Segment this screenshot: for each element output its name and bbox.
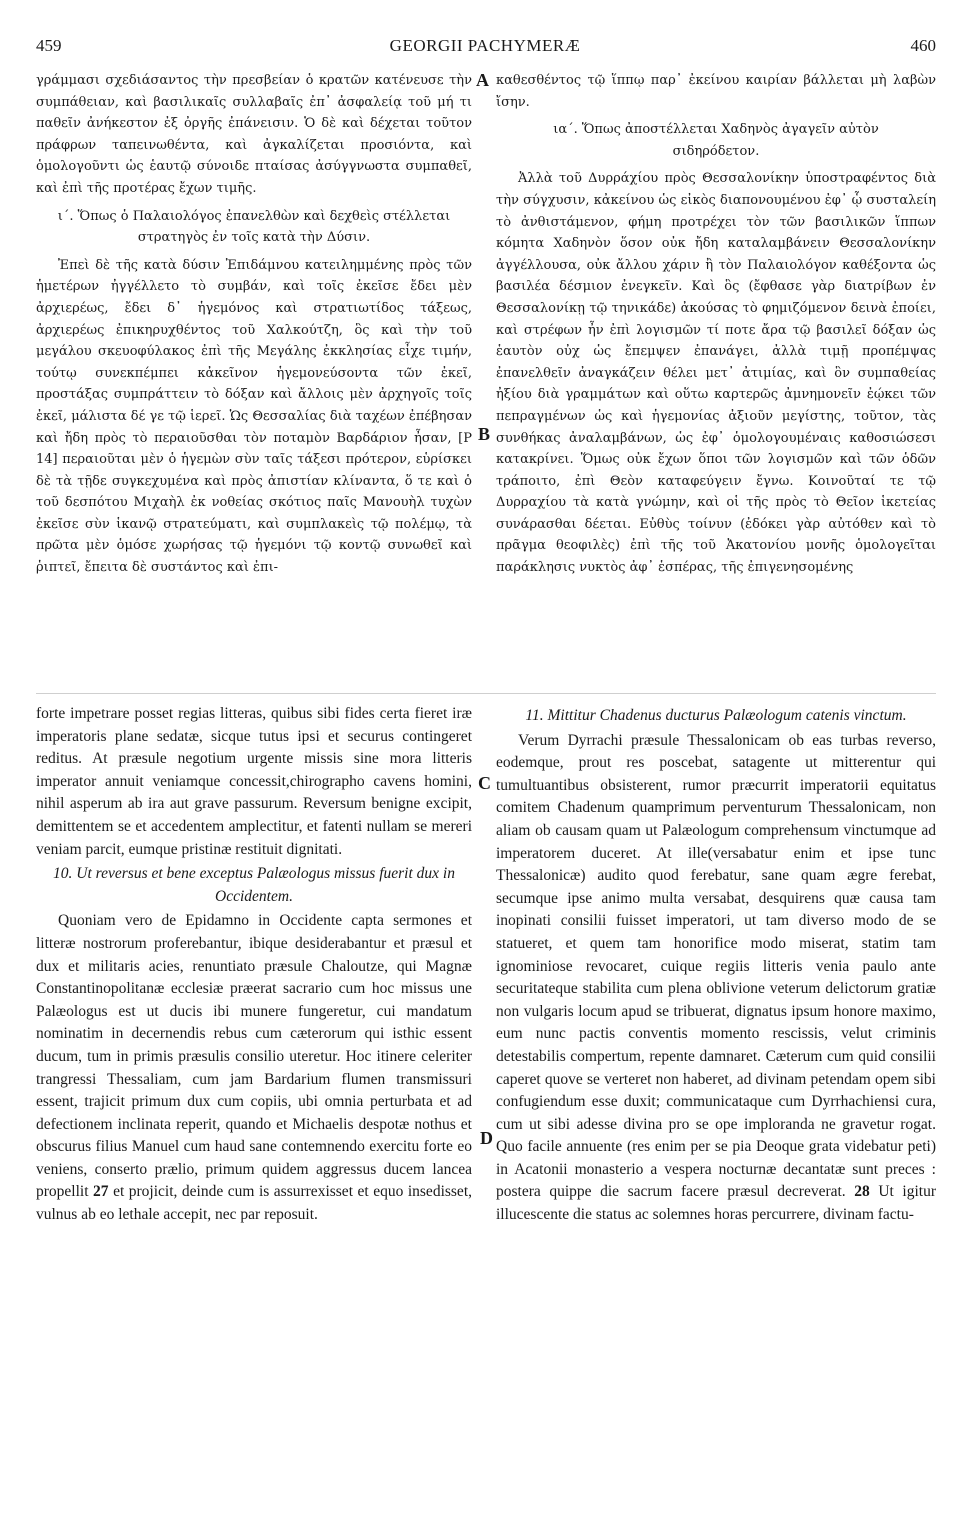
- latin-column-left: [36, 703, 472, 1227]
- latin-text: et projicit, deinde cum is assurrexisset et equo insedisset, vulnus ab eo lethale accepit, nec par reposuit.: [36, 1183, 472, 1224]
- latin-text: Verum Dyrrachi præsule Thessalonicam ob eas turbas reverso, eodemque, prout res poscebat, satagente ut mitterentur qui tumultuantibus obsisterent, rumor præcurrit imperatorii equitatus comitem Chadenum quamprimum perventurum Thessalonicam, non aliam ob causam quam ut Palæologum comprehensum vinctumque ad imperatorem duceret. At ille(versabatur enim et ipse tunc Thessalonicæ) audito quod ferebatur, sane quam ægre ferebat, secumque ipse animo multa versabat, desquirens quæ causa tam inopinati consilii fuisset imperatori, ut tam diverso modo de se statueret, et quem tam honorifice modo miserat, statim tam ignominiose revocaret, cuique regiis litteris venia paulo ante securitateque stabilita cum plena oblivione veterum delictorum gratiæ non vulgaris locum apud se tribuerat, dignatus ipsum honore maximo, eum nunc pactis conventis momento rescissis, velut criminis detestabilis compertum, repente damnaret. Cæterum cum quid consilii caperet quove se verteret non haberet, ad divinam petendam opem sibi confugiendum esse duxit; communicataque cum Dyrrhachiensi cura, cum ut sibi adesse divina pro se ope imploranda ne gravetur rogat. Quo facile annuente (res enim per se pia Deoque grata videbatur peti) in Acatonii monasterio a vespera nocturnæ decantatæ sunt preces : postera quippe die sacrum facere præsul decreverat.: [496, 731, 936, 1201]
- column-separator: [36, 693, 936, 694]
- latin-text: Quoniam vero de Epidamno in Occidente capta sermones et litteræ nostrorum proferebantur, ibique desiderabantur et præsul et dux et militaris acies, renuntiato præsule Chaloutze, qui Magnæ Constantinopolitanæ ecclesiæ præerat sacrario cum hoc missus une Palæologus est ut ducis ibi munere fungeretur, cui mandatum nominatim in decernendis rebus cum cæterorum qui isthic essent ducum, tum in primis præsulis consilio uteretur. Hoc itinere celeriter trangressi Thessaliam, cum jam Bardarium flumen transmissuri essent, trajicit primum dux cum copiis, ubi omnia perturbata et ad defectionem inclinata reperit, quando et Michaelis despotæ nothus et obscurus filius Manuel cum haud sane contemnendo exercitu forte eo veniens, conserto prælio, primum quidem aggressus ducem lancea propellit: [36, 912, 472, 1201]
- latin-section-heading: 11. Mittitur Chadenus ducturus Palæologum catenis vinctum.: [525, 707, 907, 724]
- latin-paragraph: [36, 910, 472, 1226]
- margin-marker-a: A: [476, 70, 489, 90]
- greek-paragraph: Ἐπεὶ δὲ τῆς κατὰ δύσιν Ἐπιδάμνου κατειλημμένης πρὸς τῶν ἡμετέρων ἠγγέλλετο τὸ συμβάν, καὶ τοῖς ἐκεῖσε ἔδει μὲν ἀρχιερέως, ἔδει δ᾽ ἡγεμόνος καὶ στρατιωτίδος τάξεως, ἀρχιερέως ἐπικηρυχθέντος τοῦ Χαλκούτζη, ὃς καὶ τὴν τοῦ μεγάλου σκευοφύλακος ἐπὶ τῆς Μεγάλης ἐκκλησίας εἶχε τιμήν, τούτῳ συνεκπέμπει κἀκεῖνον ἡγεμονεύσοντα τῶν ἐκεῖ, προστάξας συμπράττειν τὸ δόξαν καὶ ἄλλοις μὲν ἀρχηγοῖς τοῖς ἐκεῖ, μάλιστα δέ γε τῷ ἱερεῖ. Ὡς Θεσσαλίας διὰ ταχέων ἐπέβησαν καὶ ἤδη πρὸς τὸ περαιοῦσθαι τὸν ποταμὸν Βαρδάριον ἦσαν, [P 14] περαιοῦται μὲν ὁ ἡγεμὼν σὺν ταῖς τάξεσι πρότερον, εὑρίσκει δὲ τὰ τῇδε συγκεχυμένα καὶ πρὸς ἀπιστίαν κλίναντα, ὅ τε καὶ ὁ τοῦ δεσπότου Μιχαὴλ ἐκ νοθείας σκότιος παῖς Μανουὴλ τυχὼν ἐκεῖσε σὺν ἱκανῷ στρατεύματι, καὶ συμπλακεὶς τῷ πολέμῳ, τὰ πρῶτα μὲν ὁμόσε χωρήσας τῷ ἡγεμόνι τῷ κοντῷ συνωθεῖ καὶ ῥιπτεῖ, ἔπειτα δὲ συστάντος καὶ ἐπι-: [36, 257, 472, 576]
- latin-text: Ut igitur illucescente die status ac solemnes horas percurrere, divinam factu-: [496, 1183, 936, 1224]
- latin-paragraph: [496, 730, 936, 1227]
- latin-section-heading: 10. Ut reversus et bene exceptus Palæologus missus fuerit dux in Occidentem.: [53, 865, 455, 905]
- page-number-right: 460: [910, 36, 936, 55]
- margin-marker-c: C: [478, 773, 491, 793]
- greek-paragraph: καθεσθέντος τῷ ἵππῳ παρ᾽ ἐκείνου καιρίαν βάλλεται μὴ λαβὼν ἴσην.: [496, 73, 936, 110]
- section-number: 28: [854, 1183, 870, 1201]
- margin-marker-d: D: [480, 1128, 493, 1148]
- margin-marker-b: B: [478, 424, 491, 444]
- greek-section-heading: ια΄. Ὅπως ἀποστέλλεται Χαδηνὸς ἀγαγεῖν αὐτὸν σιδηρόδετον.: [553, 122, 879, 159]
- section-number: 27: [93, 1183, 109, 1201]
- greek-column-right: [496, 70, 936, 579]
- greek-paragraph: γράμμασι σχεδιάσαντος τὴν πρεσβείαν ὁ κρατῶν κατένευσε τὴν συμπάθειαν, καὶ βασιλικαῖς συλλαβαῖς ἐπ᾽ ἀσφαλείᾳ τοῦ μή τι παθεῖν ἀνήκεστον ἐξ ὀργῆς ἐπάνεισιν. Ὁ δὲ καὶ δέχεται τοῦτον πράφρων ταπεινωθέντα, καὶ ἀγκαλίζεται προσιόντα, καὶ ὁμολογοῦντι ὡς ἑαυτῷ σύνοιδε πταίσας ἀσύγγνωστα συμπαθεῖ, καὶ ἐπὶ τῆς προτέρας ἔχων τιμῆς.: [36, 73, 472, 196]
- greek-section-heading: ι΄. Ὅπως ὁ Παλαιολόγος ἐπανελθὼν καὶ δεχθεὶς στέλλεται στρατηγὸς ἐν τοῖς κατὰ τὴν Δύσιν.: [57, 208, 451, 246]
- running-title: GEORGII PACHYMERÆ: [389, 36, 581, 55]
- page-number-left: 459: [36, 36, 62, 55]
- greek-column-left: [36, 70, 472, 579]
- page-header: [30, 36, 940, 60]
- greek-paragraph: Ἀλλὰ τοῦ Δυρράχίου πρὸς Θεσσαλονίκην ὑποστραφέντος διὰ τὴν σύγχυσιν, κἀκείνου ὡς εἰκὸς διαπονουμένου ἐφ᾽ ᾧ συσταλείη τὸ ἀνθιστάμενον, φήμη προτρέχει τὸν τῶν βασιλικῶν ἵππων κόμητα Χαδηνὸν ὅσον οὐκ ἤδη καταλαμβάνειν Θεσσαλονίκην ἀγγέλλουσα, οὐκ ἄλλου χάριν ἢ τὸν Παλαιολόγον καθέξοντα ὡς βασιλέα δέσμιον ἐνεγκεῖν. Καὶ ὃς (ἔφθασε γὰρ διατρίβων ἐν Θεσσαλονίκῃ τῷ τηνικάδε) ἀκούσας τὸ φημιζόμενον δεινὰ ἐποίει, καὶ στρέφων ἦν ἐπὶ λογισμῶν τί ποτε ἄρα τῷ βασιλεῖ δόξαν ὡς ἑαυτὸν οὐχ ὡς ἔπεμψεν ἐπανάγει, ἀλλὰ τιμῇ προπέμψας ἐπανελθεῖν ἀναγκάζειν θέλει μετ᾽ ἀτιμίας, καὶ ὃν συμπαθείας ἠξίου διὰ γραμμάτων καὶ οὕτω καρτερῶς ἀμνημονεῖν ἐῴκει τῶν πεπραγμένων ὡς καὶ ἡγεμονίας ἀξιοῦν μεγίστης, τοῦτον, τὰς συνθήκας ἀναλαμβάνων, ὡς ἐφ᾽ ὁμολογουμέναις καθοσιώσεσι κατακρίνει. Ὅμως οὐκ ἔχων ὅποι τῶν λογισμῶν καὶ τῶν ὁδῶν τράποιτο, ἐπὶ Θεὸν καταφεύγειν ἔγνω. Κοινοῦταί τε τῷ Δυρραχίου τὰ κατὰ γνώμην, καὶ οἱ τῆς πρὸς τὸ Θεῖον ἱκετείας συνάρασθαι δέεται. Εὐθὺς τοίνυν (ἐδόκει γὰρ αὐτόθεν καὶ τὸ πρᾶγμα θεοφιλὲς) ἐπὶ τῆς τοῦ Ἀκατονίου μονῆς ὁμολογεῖται παράκλησις νυκτὸς ἀφ᾽ ἑσπέρας, τῆς ἐπιγενησομένης: [496, 171, 936, 576]
- latin-paragraph: forte impetrare posset regias litteras, quibus sibi fides certa fieret iræ imperatoris plane sedatæ, sicque tutus ipsi et securus contingeret reditus. At præsule negotium urgente missis sine mora litteris imperator annuit veniamque concessit,chirographo cavens homini, nihil asperum ab ira aut grave passurum. Reversum benigne excipit, demittentem se et accedentem amplectitur, et fatenti nullam se mereri veniam parcit, eumque pristinæ restituit dignitati.: [36, 705, 472, 858]
- latin-column-right: [496, 703, 936, 1227]
